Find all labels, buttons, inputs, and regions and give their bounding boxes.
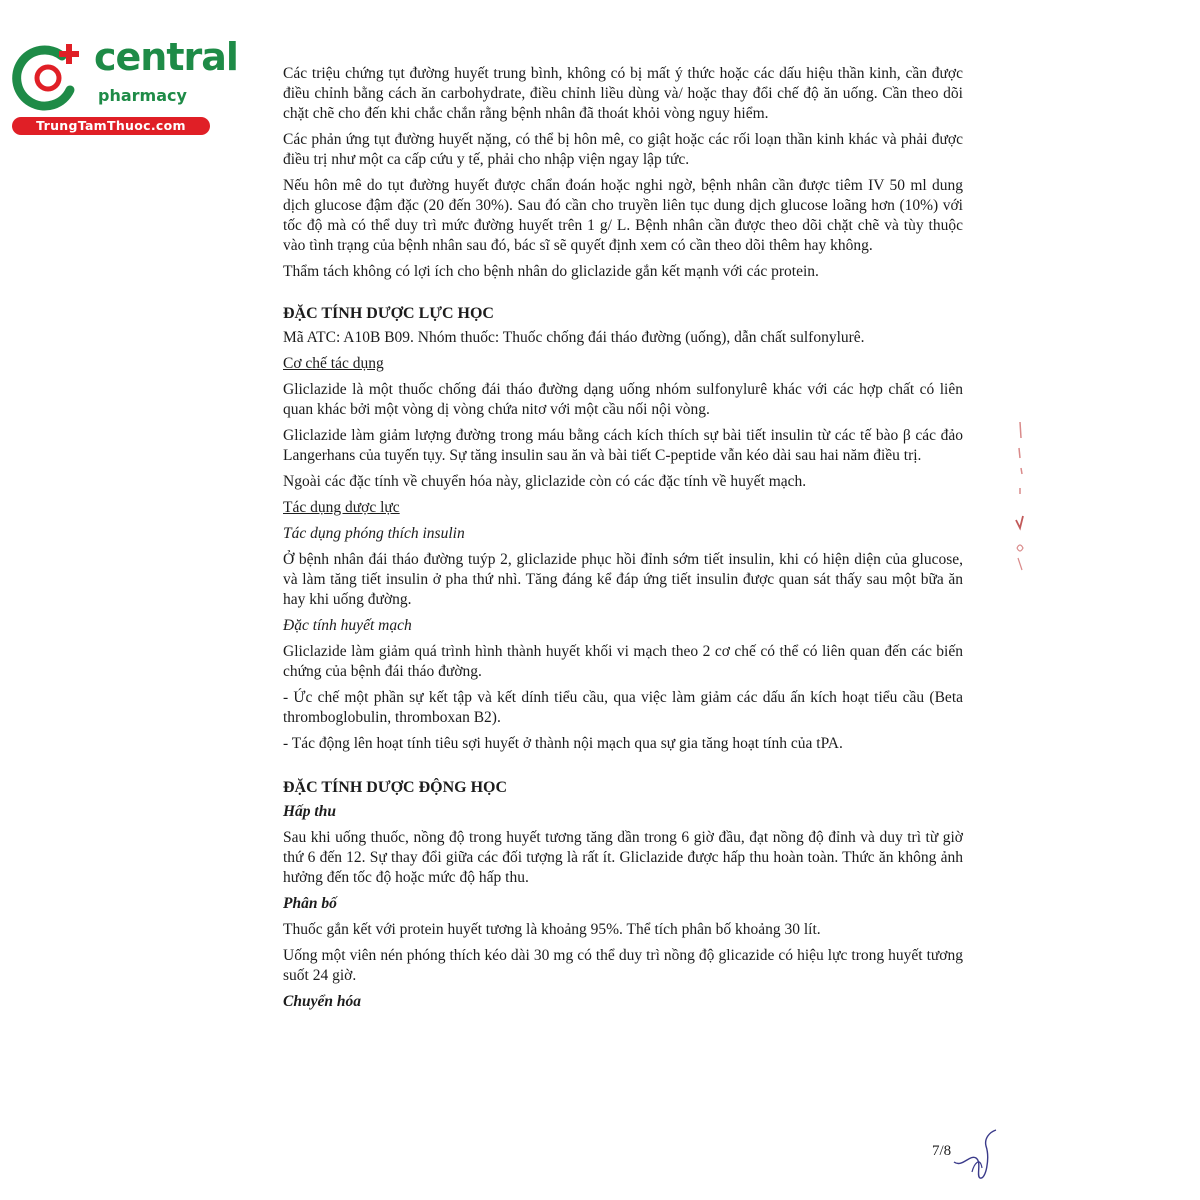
paragraph: Thuốc gắn kết với protein huyết tương là khoảng 95%. Thể tích phân bố khoảng 30 lít. [283,921,821,938]
page-number: 7/8 [932,1143,952,1159]
section-heading-pharmacodynamics: ĐẶC TÍNH DƯỢC LỰC HỌC [283,305,494,322]
paragraph: Ngoài các đặc tính về chuyển hóa này, gliclazide còn có các đặc tính về huyết mạch. [283,473,807,490]
logo-subtitle: pharmacy [98,86,187,105]
subheading-mechanism: Cơ chế tác dụng [283,355,384,372]
list-item: - Tác động lên hoạt tính tiêu sợi huyết ở thành nội mạch qua sự gia tăng hoạt tính của tPA. [283,735,843,752]
paragraph: Nếu hôn mê do tụt đường huyết được chẩn đoán hoặc nghi ngờ, bệnh nhân cần được tiêm IV 50 ml dung dịch glucose đậm đặc (20 đến 30%). Sau đó cần cho truyền liên tục dung dịch glucose loãng hơn (10%) với tốc độ mà có thể duy trì mức đường huyết trên 1 g/ L. Bệnh nhân cần được theo dõi chặt chẽ và tùy thuộc vào tình trạng của bệnh nhân sau đó, bác sĩ sẽ quyết định xem có cần theo dõi thêm hay không. [283,177,963,254]
pharmacy-cross-icon [10,38,88,116]
list-item: - Ức chế một phần sự kết tập và kết dính tiểu cầu, qua việc làm giảm các dấu ấn kích hoạt tiểu cầu (Beta thromboglobulin, thromboxan B2). [283,689,963,726]
paragraph: Thẩm tách không có lợi ích cho bệnh nhân do gliclazide gắn kết mạnh với các protein. [283,263,819,280]
paragraph: Các phản ứng tụt đường huyết nặng, có thể bị hôn mê, co giật hoặc các rối loạn thần kinh khác và phải được điều trị như một ca cấp cứu y tế, phải cho nhập viện ngay lập tức. [283,131,963,168]
logo-brand-name: central [94,35,238,79]
subheading-effects: Tác dụng dược lực [283,499,400,516]
paragraph: Sau khi uống thuốc, nồng độ trong huyết tương tăng dần trong 6 giờ đầu, đạt nồng độ đỉnh và duy trì từ giờ thứ 6 đến 12. Sự thay đổi giữa các đối tượng là rất ít. Gliclazide được hấp thu hoàn toàn. Thức ăn không ảnh hưởng đến tốc độ hoặc mức độ hấp thu. [283,829,963,886]
paragraph: Gliclazide làm giảm lượng đường trong máu bằng cách kích thích sự bài tiết insulin từ các tế bào β các đảo Langerhans của tuyến tụy. Sự tăng insulin sau ăn và bài tiết C-peptide vẫn kéo dài sau hai năm điều trị. [283,427,963,464]
stamp-mark-fragment [1010,418,1030,578]
subheading-metabolism: Chuyển hóa [283,993,361,1010]
document-body [283,64,963,1018]
subheading-absorption: Hấp thu [283,803,336,820]
paragraph: Các triệu chứng tụt đường huyết trung bình, không có bị mất ý thức hoặc các dấu hiệu thần kinh, cần được điều chỉnh bằng cách ăn carbohydrate, điều chỉnh liều dùng và/ hoặc thay đổi chế độ ăn uống. Cần theo dõi chặt chẽ cho đến khi chắc chắn rằng bệnh nhân đã thoát khỏi vòng nguy hiểm. [283,65,963,122]
subheading-vascular: Đặc tính huyết mạch [283,617,412,634]
central-pharmacy-logo[interactable] [10,35,238,138]
signature-mark [950,1128,1000,1183]
paragraph: Gliclazide làm giảm quá trình hình thành huyết khối vi mạch theo 2 cơ chế có thể có liên quan đến các biến chứng của bệnh đái tháo đường. [283,643,963,680]
logo-url-badge[interactable]: TrungTamThuoc.com [12,117,210,135]
subheading-distribution: Phân bố [283,895,337,912]
paragraph: Gliclazide là một thuốc chống đái tháo đường dạng uống nhóm sulfonylurê khác với các hợp chất có liên quan khác bởi một vòng dị vòng chứa nitơ với một cầu nối nội vòng. [283,381,963,418]
section-heading-pharmacokinetics: ĐẶC TÍNH DƯỢC ĐỘNG HỌC [283,779,508,796]
subheading-insulin-release: Tác dụng phóng thích insulin [283,525,465,542]
atc-code-line: Mã ATC: A10B B09. Nhóm thuốc: Thuốc chống đái tháo đường (uống), dẫn chất sulfonylurê. [283,329,865,346]
paragraph: Uống một viên nén phóng thích kéo dài 30 mg có thể duy trì nồng độ glicazide có hiệu lực trong huyết tương suốt 24 giờ. [283,947,963,984]
paragraph: Ở bệnh nhân đái tháo đường tuýp 2, gliclazide phục hồi đỉnh sớm tiết insulin, khi có hiện diện của glucose, và làm tăng tiết insulin ở pha thứ nhì. Tăng đáng kể đáp ứng tiết insulin được quan sát thấy sau một bữa ăn hay khi uống đường. [283,551,963,608]
